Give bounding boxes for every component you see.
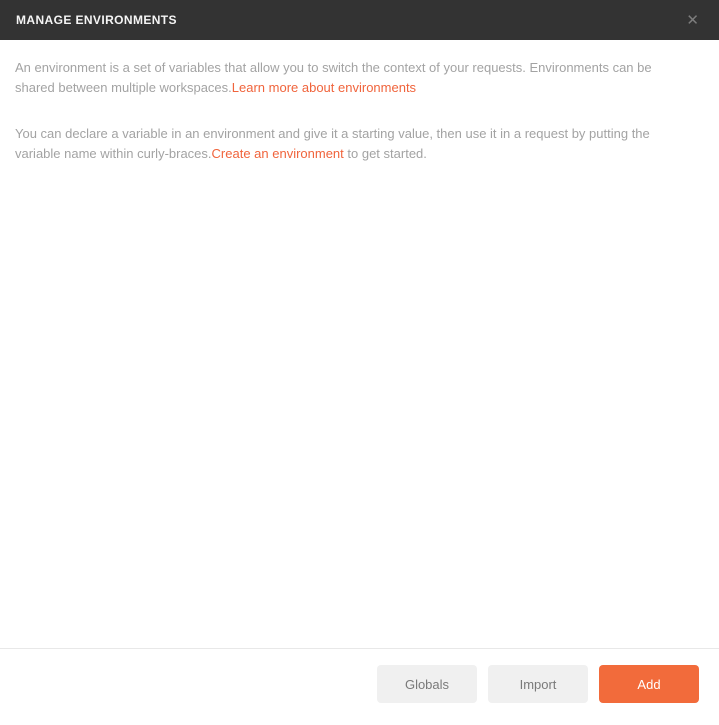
learn-more-link[interactable]: Learn more about environments [231,80,417,95]
environments-description-text: An environment is a set of variables that allow you to switch the context of your requests. Environments can be shared between multiple workspaces. [15,60,652,95]
create-environment-link[interactable]: Create an environment [211,146,344,161]
dialog-title: MANAGE ENVIRONMENTS [16,13,177,27]
add-button[interactable]: Add [599,665,699,703]
variables-description-text: You can declare a variable in an environment and give it a starting value, then use it in a request by putting the variable name within curly-braces. [15,126,650,161]
dialog-header [0,0,719,40]
dialog-body [0,40,719,164]
get-started-text: to get started. [343,146,427,161]
dialog-footer [0,648,719,725]
environments-description-paragraph [15,58,685,98]
globals-button[interactable]: Globals [377,665,477,703]
close-icon[interactable]: ✕ [682,11,703,30]
import-button[interactable]: Import [488,665,588,703]
variables-description-paragraph [15,124,685,164]
